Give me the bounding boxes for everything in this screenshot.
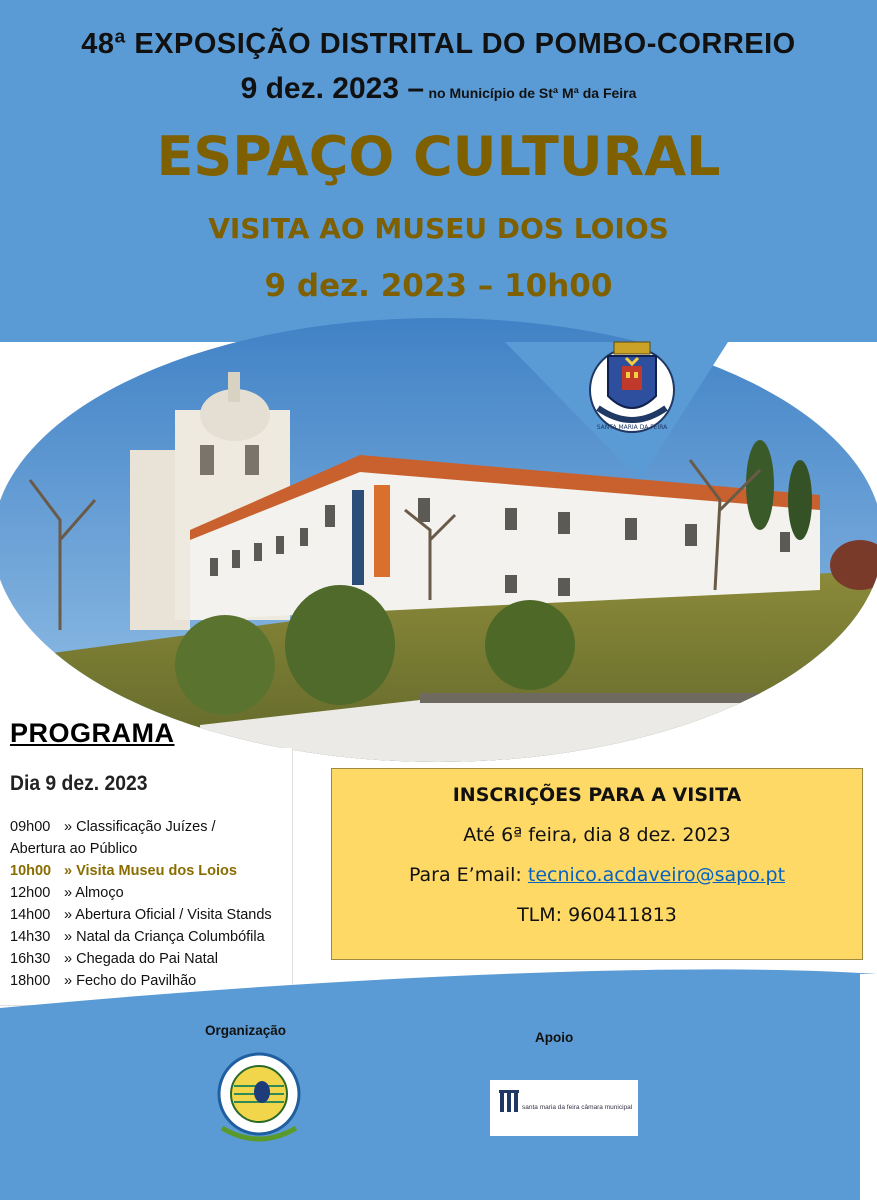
programa-item-highlight: 10h00 » Visita Museu dos Loios	[10, 863, 237, 879]
registration-phone: TLM: 960411813	[517, 904, 677, 926]
programa-day: Dia 9 dez. 2023	[10, 772, 148, 795]
registration-box	[331, 768, 863, 960]
association-logo-icon	[212, 1050, 306, 1148]
programa-item: 14h30 » Natal da Criança Columbófila	[10, 929, 265, 945]
programa-item: 18h00 » Fecho do Pavilhão	[10, 973, 197, 989]
registration-heading: INSCRIÇÕES PARA A VISITA	[452, 784, 742, 806]
email-label: Para E’mail:	[408, 864, 522, 886]
footer-band	[0, 960, 877, 1200]
visit-subtitle: VISITA AO MUSEU DOS LOIOS	[208, 212, 669, 245]
programa-item: Abertura ao Público	[10, 841, 138, 857]
header-pointer	[0, 300, 877, 780]
apoio-label: Apoio	[535, 1030, 574, 1045]
municipality-mark-icon	[499, 1088, 519, 1114]
municipality-logo	[490, 1080, 638, 1136]
crest-caption: SANTA MARIA DA FEIRA	[596, 424, 668, 431]
event-location: no Município de Stª Mª da Feira	[428, 85, 637, 101]
event-date: 9 dez. 2023 –	[240, 72, 425, 105]
registration-deadline: Até 6ª feira, dia 8 dez. 2023	[463, 824, 731, 846]
visit-datetime: 9 dez. 2023 – 10h00	[264, 268, 613, 304]
programa-item: 16h30 » Chegada do Pai Natal	[10, 951, 218, 967]
programa-item: 14h00 » Abertura Oficial / Visita Stands	[10, 907, 272, 923]
programa-title: PROGRAMA	[10, 718, 175, 748]
programa-item: 12h00 » Almoço	[10, 885, 124, 901]
event-title: 48ª EXPOSIÇÃO DISTRITAL DO POMBO-CORREIO	[81, 28, 796, 60]
municipality-logo-text: santa maria da feira câmara municipal	[522, 1104, 633, 1111]
registration-email-line	[332, 864, 862, 886]
email-link[interactable]: tecnico.acdaveiro@sapo.pt	[527, 864, 786, 886]
event-date-line	[0, 72, 877, 106]
organizacao-label: Organização	[205, 1023, 287, 1038]
programa-item: 09h00 » Classificação Juízes /	[10, 819, 216, 835]
section-title: ESPAÇO CULTURAL	[156, 125, 721, 188]
municipal-crest-icon	[586, 336, 678, 436]
